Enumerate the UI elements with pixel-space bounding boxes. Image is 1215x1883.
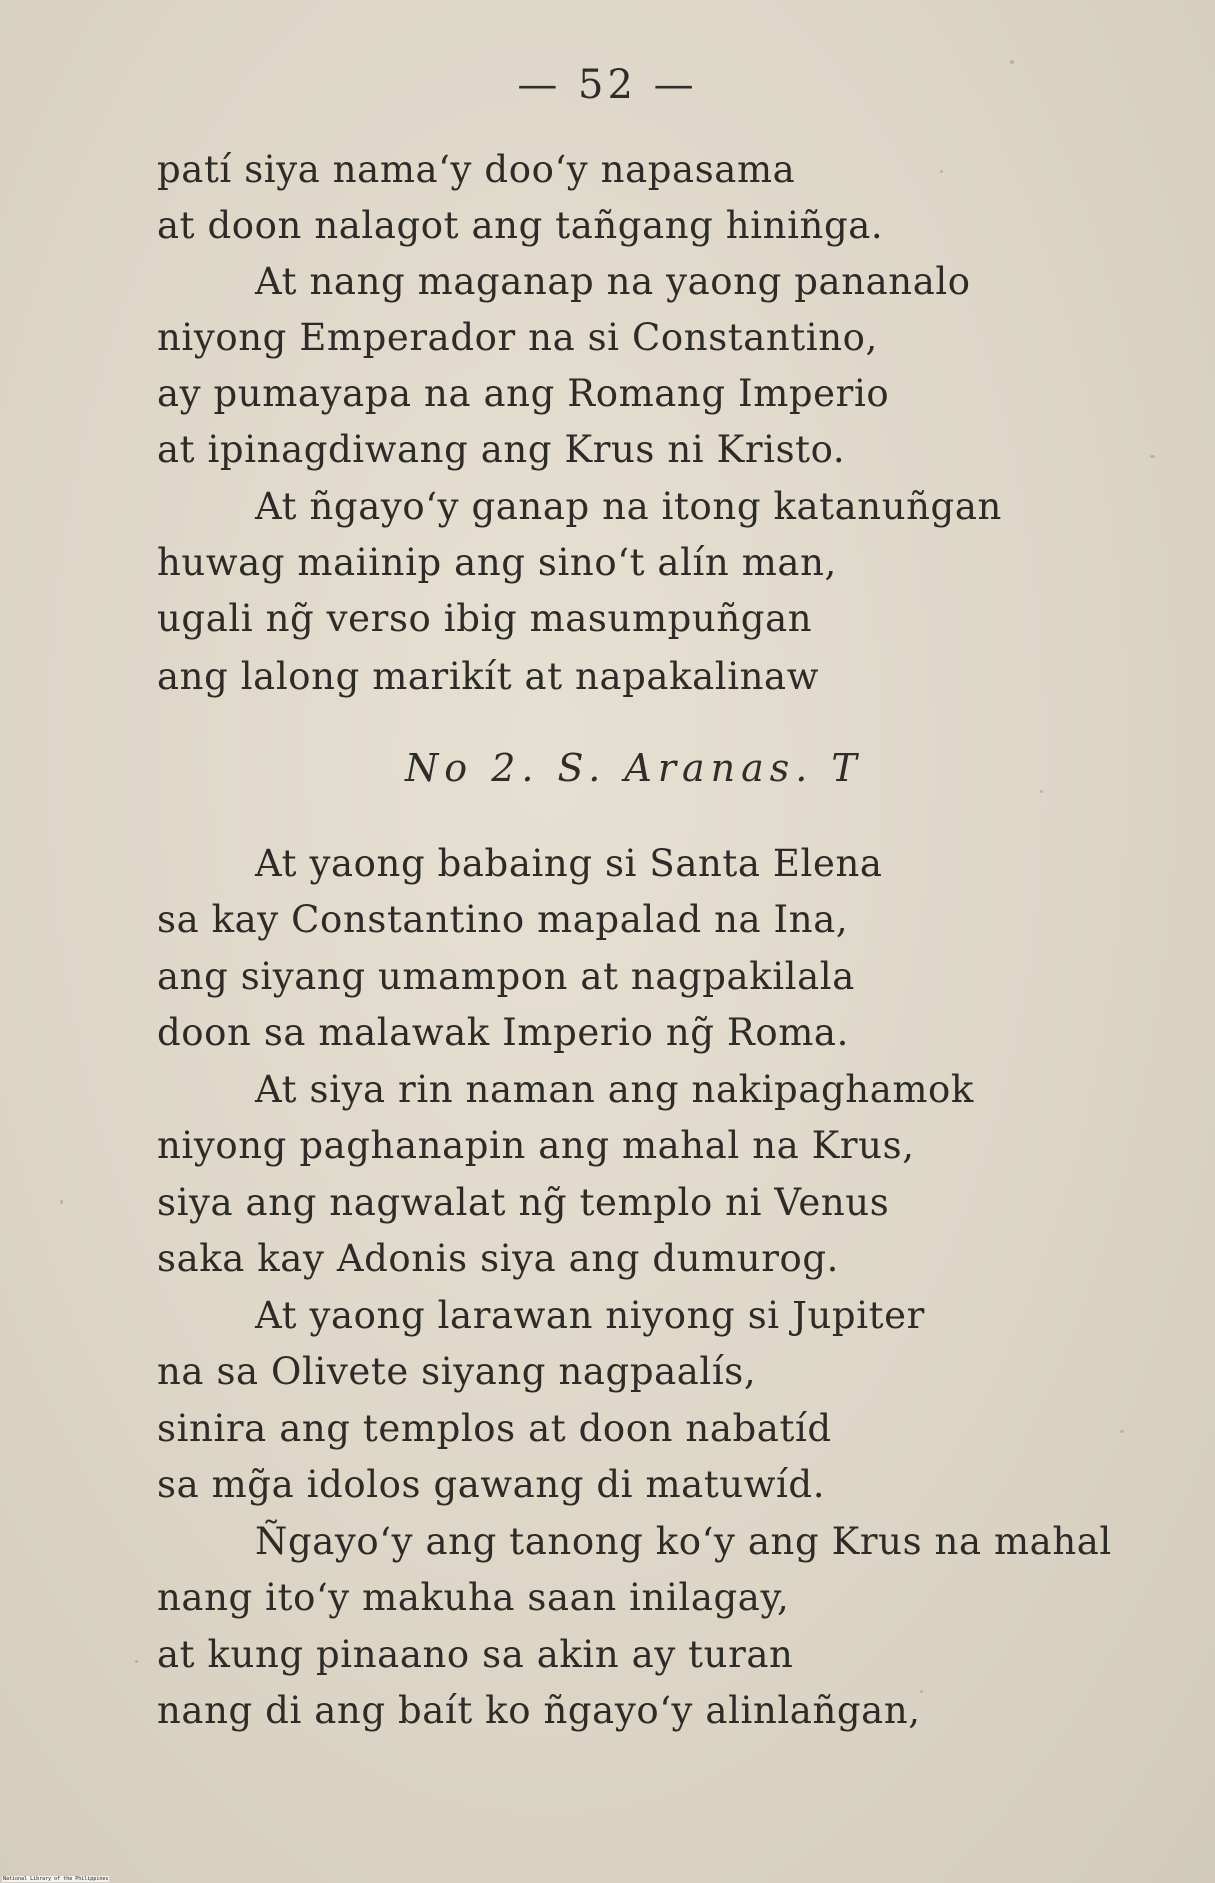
verse-line: ang siyang umampon at nagpakilala: [157, 955, 855, 998]
verse-line: nang ito‘y makuha saan inilagay,: [157, 1576, 790, 1619]
verse-line: At yaong larawan niyong si Jupiter: [255, 1294, 925, 1337]
verse-line: At siya rin naman ang nakipaghamok: [255, 1068, 974, 1111]
verse-line: patí siya nama‘y doo‘y napasama: [157, 148, 796, 191]
verse-line: At yaong babaing si Santa Elena: [255, 842, 883, 885]
verse-line: at doon nalagot ang tañgang hiniñga.: [157, 204, 884, 247]
footer-credit: National Library of the Philippines: [3, 1876, 109, 1882]
verse-line: doon sa malawak Imperio ng̃ Roma.: [157, 1011, 849, 1054]
verse-line: niyong Emperador na si Constantino,: [157, 316, 878, 359]
verse-line: niyong paghanapin ang mahal na Krus,: [157, 1124, 915, 1167]
verse-line: huwag maiinip ang sino‘t alín man,: [157, 541, 837, 584]
verse-line: At ñgayo‘y ganap na itong katanuñgan: [255, 485, 1002, 528]
verse-line: saka kay Adonis siya ang dumurog.: [157, 1237, 840, 1280]
verse-line: sa mg̃a idolos gawang di matuwíd.: [157, 1463, 826, 1506]
verse-line: at kung pinaano sa akin ay turan: [157, 1633, 794, 1676]
verse-line: sa kay Constantino mapalad na Ina,: [157, 898, 849, 941]
paper-speck: [1040, 790, 1043, 793]
verse-line: na sa Olivete siyang nagpaalís,: [157, 1350, 757, 1393]
verse-line: at ipinagdiwang ang Krus ni Kristo.: [157, 428, 846, 471]
verse-line: Ñgayo‘y ang tanong ko‘y ang Krus na mahal: [255, 1520, 1112, 1563]
section-heading: No 2. S. Aranas. T: [405, 746, 863, 790]
page-number: — 52 —: [517, 62, 698, 108]
verse-line: nang di ang baít ko ñgayo‘y alinlañgan,: [157, 1689, 921, 1732]
paper-speck: [60, 1200, 63, 1204]
verse-line: ugali ng̃ verso ibig masumpuñgan: [157, 597, 813, 640]
paper-speck: [135, 1660, 138, 1663]
verse-line: At nang maganap na yaong pananalo: [255, 260, 971, 303]
paper-speck: [940, 170, 943, 173]
verse-line: ay pumayapa na ang Romang Imperio: [157, 372, 890, 415]
paper-speck: [1150, 455, 1155, 458]
verse-line: ang lalong marikít at napakalinaw: [157, 655, 819, 698]
verse-line: siya ang nagwalat ng̃ templo ni Venus: [157, 1181, 890, 1224]
verse-line: sinira ang templos at doon nabatíd: [157, 1407, 832, 1450]
paper-speck: [1120, 1430, 1124, 1433]
